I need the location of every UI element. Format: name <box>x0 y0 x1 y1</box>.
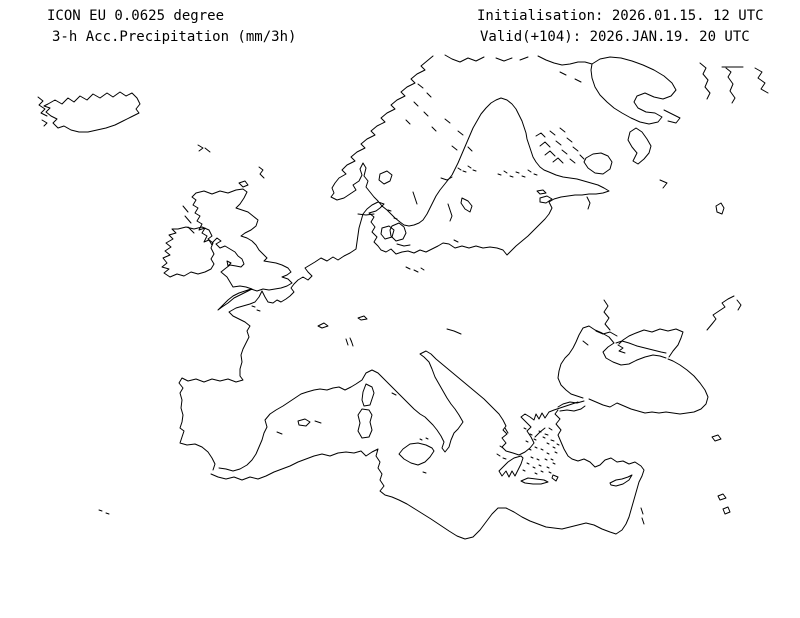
valid-time-label: Valid(+104): 2026.JAN.19. 20 UTC <box>480 29 750 45</box>
product-name-label: 3-h Acc.Precipitation (mm/3h) <box>52 29 297 45</box>
model-name-label: ICON EU 0.0625 degree <box>47 8 225 24</box>
initialisation-time-label: Initialisation: 2026.01.15. 12 UTC <box>477 8 764 24</box>
